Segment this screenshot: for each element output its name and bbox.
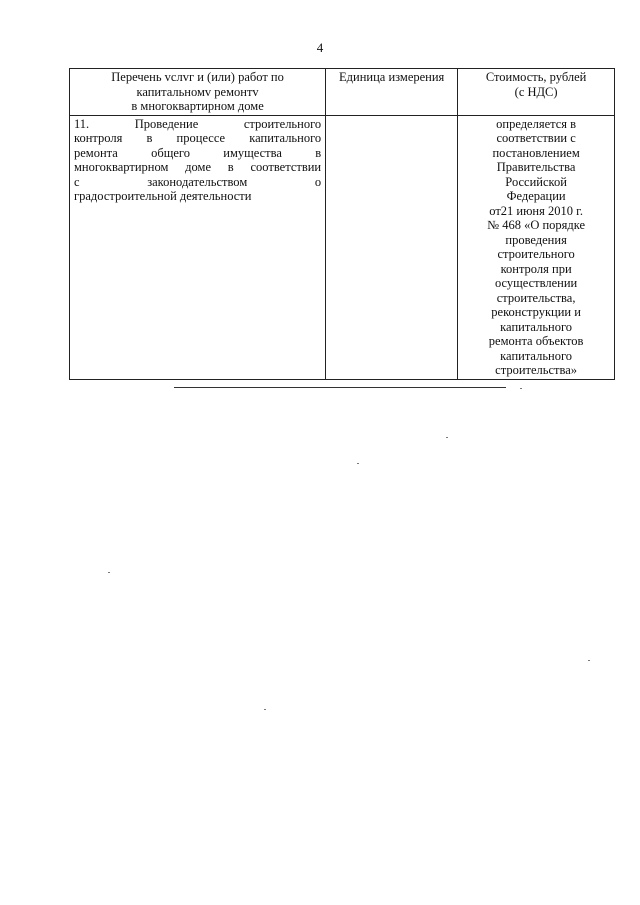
- work-line: с законодательством о: [74, 174, 322, 189]
- cost-line: строительства»: [495, 363, 578, 377]
- header-works: [70, 69, 326, 116]
- cost-line: Правительства: [496, 160, 576, 174]
- scan-speck: [108, 572, 110, 573]
- scan-speck: [520, 388, 522, 389]
- cost-line: № 468 «О порядке: [487, 218, 586, 232]
- cost-line: капитального: [500, 348, 573, 363]
- scan-speck: [264, 709, 266, 710]
- header-cost: [458, 69, 615, 116]
- cost-line: постановлением: [492, 145, 580, 160]
- cost-line: ремонта объектов: [488, 334, 584, 348]
- work-line: 11. Проведение строительного: [74, 116, 322, 131]
- page-number: 4: [316, 40, 324, 55]
- cost-line: Федерации: [506, 189, 566, 203]
- work-line: ремонта общего имущества в: [74, 145, 322, 160]
- works-table: [69, 68, 615, 380]
- cost-line: капитального: [500, 319, 573, 334]
- cost-line: определяется в: [496, 116, 577, 131]
- table-header-row: [70, 69, 615, 116]
- header-works-line: в многоквартирном доме: [131, 99, 264, 113]
- horizontal-rule: [174, 387, 506, 388]
- header-works-line: Перечень vслvг и (или) работ по: [111, 70, 284, 84]
- header-cost-line: (с НДС): [514, 84, 558, 99]
- work-description-cell: [70, 115, 326, 379]
- scan-speck: [588, 660, 590, 661]
- header-works-line: капитальномv ремонтv: [136, 84, 259, 99]
- cost-line: Российской: [505, 174, 567, 189]
- header-cost-line: Стоимость, рублей: [485, 70, 587, 84]
- cost-line: осуществлении: [494, 276, 578, 290]
- cost-line: строительного: [497, 247, 575, 261]
- unit-cell: [326, 115, 458, 379]
- cost-line: контроля при: [500, 261, 572, 276]
- header-unit: Единица измерения: [326, 69, 458, 116]
- work-line: контроля в процессе капитального: [74, 131, 322, 145]
- cost-line: строительства,: [496, 290, 576, 305]
- cost-line: от21 июня 2010 г.: [489, 203, 583, 218]
- cost-cell: [458, 115, 615, 379]
- scan-speck: [446, 437, 448, 438]
- scan-speck: [357, 463, 359, 464]
- cost-line: реконструкции и: [491, 305, 581, 319]
- table-row: [70, 115, 615, 379]
- cost-line: проведения: [505, 232, 567, 247]
- work-line: градостроительной деятельности: [74, 189, 252, 203]
- cost-line: соответствии с: [496, 131, 576, 145]
- work-line: многоквартирном доме в соответствии: [74, 160, 322, 174]
